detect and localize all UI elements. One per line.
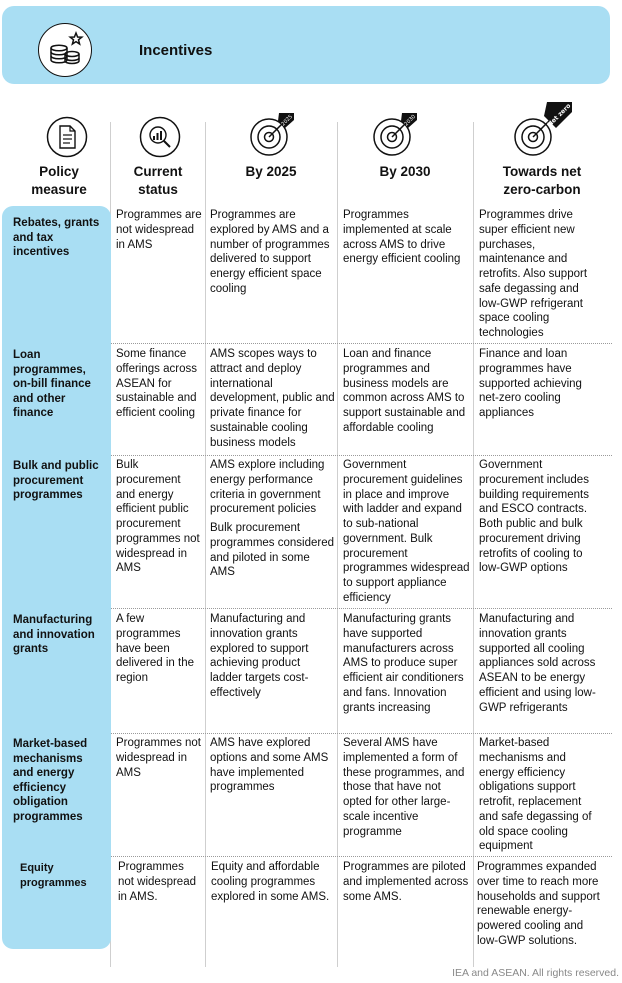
- cell-current-status: Programmes not widespread in AMS: [116, 737, 202, 779]
- cell-net-zero: Programmes expanded over time to reach more households and support renewable energy-powered cooling and low-GWP solutions.: [477, 861, 600, 947]
- cell-net-zero: Market-based mechanisms and energy efficiency obligations support retrofit, replacement and safe degassing of old space cooling equipment: [479, 737, 592, 853]
- cell-current-status: A few programmes have been delivered in the region: [116, 613, 194, 684]
- cell-current-status: Programmes not widespread in AMS.: [118, 861, 196, 903]
- column-header-2030: By 2030: [379, 164, 431, 179]
- row-label-loan-programmes: Loan programmes, on-bill finance and other finance: [13, 349, 91, 420]
- cell-by-2025: AMS explore including energy performance criteria in government procurement policies Bulk procurement programmes considered and piloted in some AMS: [210, 459, 335, 579]
- row-label-manufacturing-grants: Manufacturing and innovation grants: [13, 614, 95, 656]
- row-label-rebates: Rebates, grants and tax incentives: [13, 217, 100, 259]
- target-arrow-icon: [512, 100, 574, 163]
- row-divider: [110, 608, 612, 609]
- column-divider: [473, 122, 474, 967]
- cell-current-status: Bulk procurement and energy efficient public procurement programmes not widespread in AMS: [116, 459, 200, 575]
- row-label-bulk-procurement: Bulk and public procurement programmes: [13, 460, 99, 502]
- row-divider: [110, 455, 612, 456]
- cell-by-2030: Several AMS have implemented a form of these programmes, and those that have not opted for other large-scale incentive programme: [343, 737, 465, 838]
- section-title: Incentives: [139, 42, 213, 59]
- cell-net-zero: Manufacturing and innovation grants supported all cooling appliances sold across ASEAN to be energy efficient and using low-GWP refrigerants: [479, 613, 596, 714]
- section-banner: [2, 6, 610, 84]
- cell-by-2025: Equity and affordable cooling programmes explored in some AMS.: [211, 861, 330, 903]
- cell-net-zero: Finance and loan programmes have supported achieving net-zero cooling appliances: [479, 348, 582, 419]
- cell-by-2025: AMS scopes ways to attract and deploy international development, public and private finance for sustainable cooling business models: [210, 348, 335, 449]
- cell-by-2030: Programmes are piloted and implemented across some AMS.: [343, 861, 469, 903]
- cell-by-2030: Government procurement guidelines in place and improve with ladder and expand to sub-national government. Bulk procurement programmes widespread to support appliance efficiency: [343, 459, 470, 604]
- column-header-2025: By 2025: [245, 164, 297, 179]
- column-divider: [337, 122, 338, 967]
- row-label-equity-programmes: Equity programmes: [20, 862, 87, 889]
- row-divider: [110, 343, 612, 344]
- cell-by-2025: AMS have explored options and some AMS have implemented programmes: [210, 737, 329, 794]
- policy-measure-sidebar: [2, 206, 111, 949]
- column-divider: [205, 122, 206, 967]
- column-header-net-zero: Towards net zero-carbon: [502, 164, 582, 197]
- cell-net-zero: Government procurement includes building requirements and ESCO contracts. Both public and bulk procurement driving retrofits of cooling to low-GWP options: [479, 459, 589, 575]
- cell-net-zero: Programmes drive super efficient new purchases, maintenance and retrofits. Also support safe degassing and low-GWP refrigerant space cooling technologies: [479, 209, 588, 339]
- row-divider: [110, 856, 612, 857]
- cell-by-2025: Programmes are explored by AMS and a number of programmes delivered to support energy efficient space cooling: [210, 209, 330, 295]
- copyright-notice: IEA and ASEAN. All rights reserved.: [452, 967, 619, 979]
- badge-2030: 2030: [403, 113, 417, 128]
- badge-netzero: Net zero: [546, 102, 573, 129]
- badge-2025: 2025: [280, 113, 294, 128]
- column-header-current-status: Current status: [133, 164, 183, 197]
- row-divider: [110, 733, 612, 734]
- cell-current-status: Some finance offerings across ASEAN for sustainable and efficient cooling: [116, 348, 197, 419]
- document-icon: [46, 116, 88, 163]
- row-label-market-based: Market-based mechanisms and energy efficiency obligation programmes: [13, 738, 88, 823]
- target-arrow-icon: [249, 110, 297, 161]
- column-header-policy-measure: Policy measure: [31, 164, 87, 197]
- cell-by-2030: Loan and finance programmes and business models are common across AMS to support sustainable and affordable cooling: [343, 348, 466, 434]
- target-arrow-icon: [372, 110, 420, 161]
- cell-by-2030: Manufacturing grants have supported manufacturers across AMS to produce super efficient air conditioners and fans. Innovation grants increasing: [343, 613, 464, 714]
- cell-by-2030: Programmes implemented at scale across AMS to drive energy efficient cooling: [343, 209, 461, 266]
- cell-by-2025: Manufacturing and innovation grants explored to support achieving product ladder targets cost-effectively: [210, 613, 309, 699]
- coins-star-icon: [38, 23, 92, 77]
- magnifier-chart-icon: [139, 116, 181, 163]
- cell-current-status: Programmes are not widespread in AMS: [116, 209, 202, 251]
